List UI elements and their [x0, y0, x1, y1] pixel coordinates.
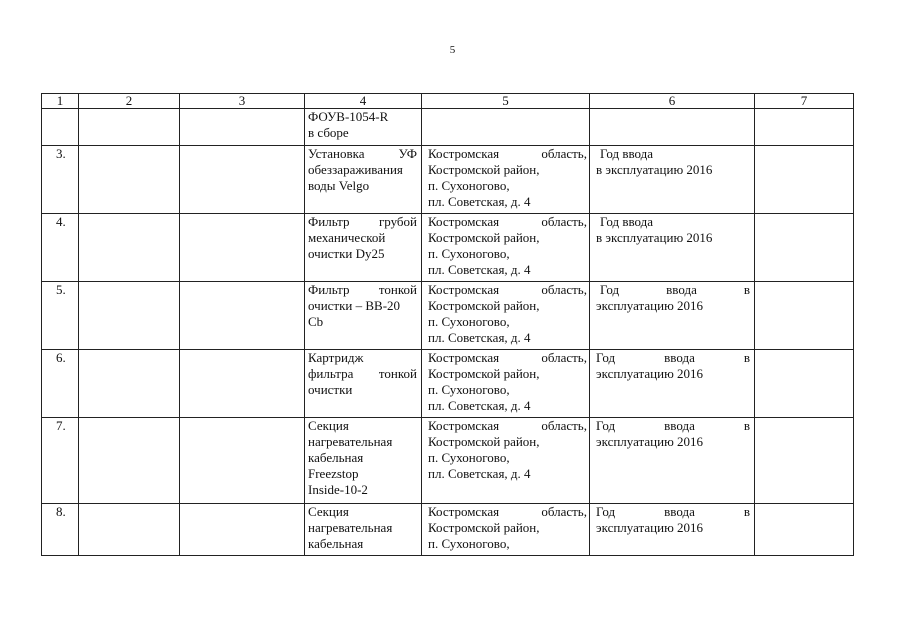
text-line: фильтра тонкой [308, 366, 417, 381]
text-line: кабельная [308, 450, 364, 465]
header-cell-1: 1 [42, 94, 79, 109]
text-line: эксплуатацию 2016 [596, 366, 704, 381]
row-number-cell [42, 109, 79, 146]
empty-cell [755, 214, 854, 282]
table-row [42, 146, 854, 214]
text-line: Костромская область, [428, 418, 587, 433]
empty-cell [422, 109, 590, 146]
location-cell [422, 146, 590, 214]
text-line: Установка УФ [308, 146, 417, 161]
empty-cell [79, 418, 180, 504]
page-number: 5 [449, 44, 456, 56]
header-row [42, 94, 854, 109]
empty-cell [180, 418, 305, 504]
equipment-name-cell [305, 146, 422, 214]
text-line: нагревательная [308, 520, 393, 535]
text-line: воды Velgo [308, 178, 370, 193]
text-line: пл. Советская, д. 4 [428, 330, 531, 345]
empty-cell [180, 282, 305, 350]
row-number-cell: 5. [42, 282, 79, 350]
table-row [42, 282, 854, 350]
text-line: очистки Dy25 [308, 246, 385, 261]
text-line: Костромской район, [428, 162, 540, 177]
text-line: Костромской район, [428, 230, 540, 245]
empty-cell [180, 504, 305, 556]
table-row [42, 214, 854, 282]
location-cell [422, 504, 590, 556]
text-line: Год ввода в [596, 504, 750, 519]
equipment-name-cell [305, 418, 422, 504]
empty-cell [180, 214, 305, 282]
empty-cell [79, 146, 180, 214]
text-line: Cb [308, 314, 324, 329]
text-line: механической [308, 230, 386, 245]
text-line: эксплуатацию 2016 [596, 298, 704, 313]
text-line: п. Сухоногово, [428, 246, 510, 261]
text-line: п. Сухоногово, [428, 178, 510, 193]
table-row [42, 350, 854, 418]
location-cell [422, 350, 590, 418]
equipment-name-cell [305, 504, 422, 556]
text-line: Год ввода [600, 214, 654, 229]
text-line: обеззараживания [308, 162, 403, 177]
text-line: п. Сухоногово, [428, 314, 510, 329]
equipment-name-cell [305, 214, 422, 282]
table-row [42, 109, 854, 146]
row-number-cell: 3. [42, 146, 79, 214]
location-cell [422, 282, 590, 350]
empty-cell [79, 504, 180, 556]
text-line: Костромская область, [428, 504, 587, 519]
empty-cell [180, 350, 305, 418]
text-line: Костромской район, [428, 434, 540, 449]
text-line: пл. Советская, д. 4 [428, 194, 531, 209]
equipment-name-cell [305, 350, 422, 418]
text-line: Inside-10-2 [308, 482, 368, 497]
text-line: кабельная [308, 536, 364, 551]
text-line: Freezstop [308, 466, 359, 481]
header-cell-2: 2 [79, 94, 180, 109]
text-line: Картридж [308, 350, 364, 365]
text-line: Костромской район, [428, 298, 540, 313]
empty-cell [755, 504, 854, 556]
text-line: Костромская область, [428, 214, 587, 229]
note-cell [590, 214, 755, 282]
text-line: эксплуатацию 2016 [596, 434, 704, 449]
row-number-cell: 8. [42, 504, 79, 556]
text-line: пл. Советская, д. 4 [428, 398, 531, 413]
text-line: нагревательная [308, 434, 393, 449]
empty-cell [590, 109, 755, 146]
text-line: Год ввода [600, 146, 654, 161]
text-line: эксплуатацию 2016 [596, 520, 704, 535]
empty-cell [755, 146, 854, 214]
location-cell [422, 214, 590, 282]
equipment-name-cell [305, 282, 422, 350]
text-line: в эксплуатацию 2016 [596, 230, 713, 245]
table-row [42, 418, 854, 504]
header-cell-4: 4 [305, 94, 422, 109]
text-line: в сборе [308, 125, 349, 140]
text-line: Фильтр грубой [308, 214, 417, 229]
empty-cell [79, 350, 180, 418]
row-number-cell: 6. [42, 350, 79, 418]
equipment-table [41, 93, 854, 556]
row-number-cell: 7. [42, 418, 79, 504]
note-cell [590, 282, 755, 350]
text-line: Секция [308, 504, 349, 519]
header-cell-5: 5 [422, 94, 590, 109]
text-line: Фильтр тонкой [308, 282, 417, 297]
text-line: в эксплуатацию 2016 [596, 162, 713, 177]
empty-cell [180, 109, 305, 146]
text-line: Костромская область, [428, 146, 587, 161]
text-line: Костромской район, [428, 366, 540, 381]
empty-cell [79, 214, 180, 282]
empty-cell [79, 109, 180, 146]
note-cell [590, 146, 755, 214]
text-line: пл. Советская, д. 4 [428, 466, 531, 481]
note-cell [590, 350, 755, 418]
text-line: пл. Советская, д. 4 [428, 262, 531, 277]
empty-cell [755, 418, 854, 504]
header-cell-6: 6 [590, 94, 755, 109]
equipment-name-cell [305, 109, 422, 146]
text-line: Костромская область, [428, 282, 587, 297]
row-number-cell: 4. [42, 214, 79, 282]
text-line: п. Сухоногово, [428, 450, 510, 465]
text-line: п. Сухоногово, [428, 536, 510, 551]
text-line: ФОУВ-1054-R [308, 109, 389, 124]
text-line: Год ввода в [596, 350, 750, 365]
text-line: очистки – ВВ-20 [308, 298, 401, 313]
header-cell-3: 3 [180, 94, 305, 109]
table-row [42, 504, 854, 556]
empty-cell [79, 282, 180, 350]
text-line: Костромская область, [428, 350, 587, 365]
empty-cell [755, 350, 854, 418]
text-line: Год ввода в [600, 282, 750, 297]
text-line: Год ввода в [596, 418, 750, 433]
empty-cell [755, 282, 854, 350]
text-line: Секция [308, 418, 349, 433]
location-cell [422, 418, 590, 504]
note-cell [590, 504, 755, 556]
empty-cell [180, 146, 305, 214]
text-line: п. Сухоногово, [428, 382, 510, 397]
header-cell-7: 7 [755, 94, 854, 109]
note-cell [590, 418, 755, 504]
text-line: Костромской район, [428, 520, 540, 535]
empty-cell [755, 109, 854, 146]
text-line: очистки [308, 382, 353, 397]
